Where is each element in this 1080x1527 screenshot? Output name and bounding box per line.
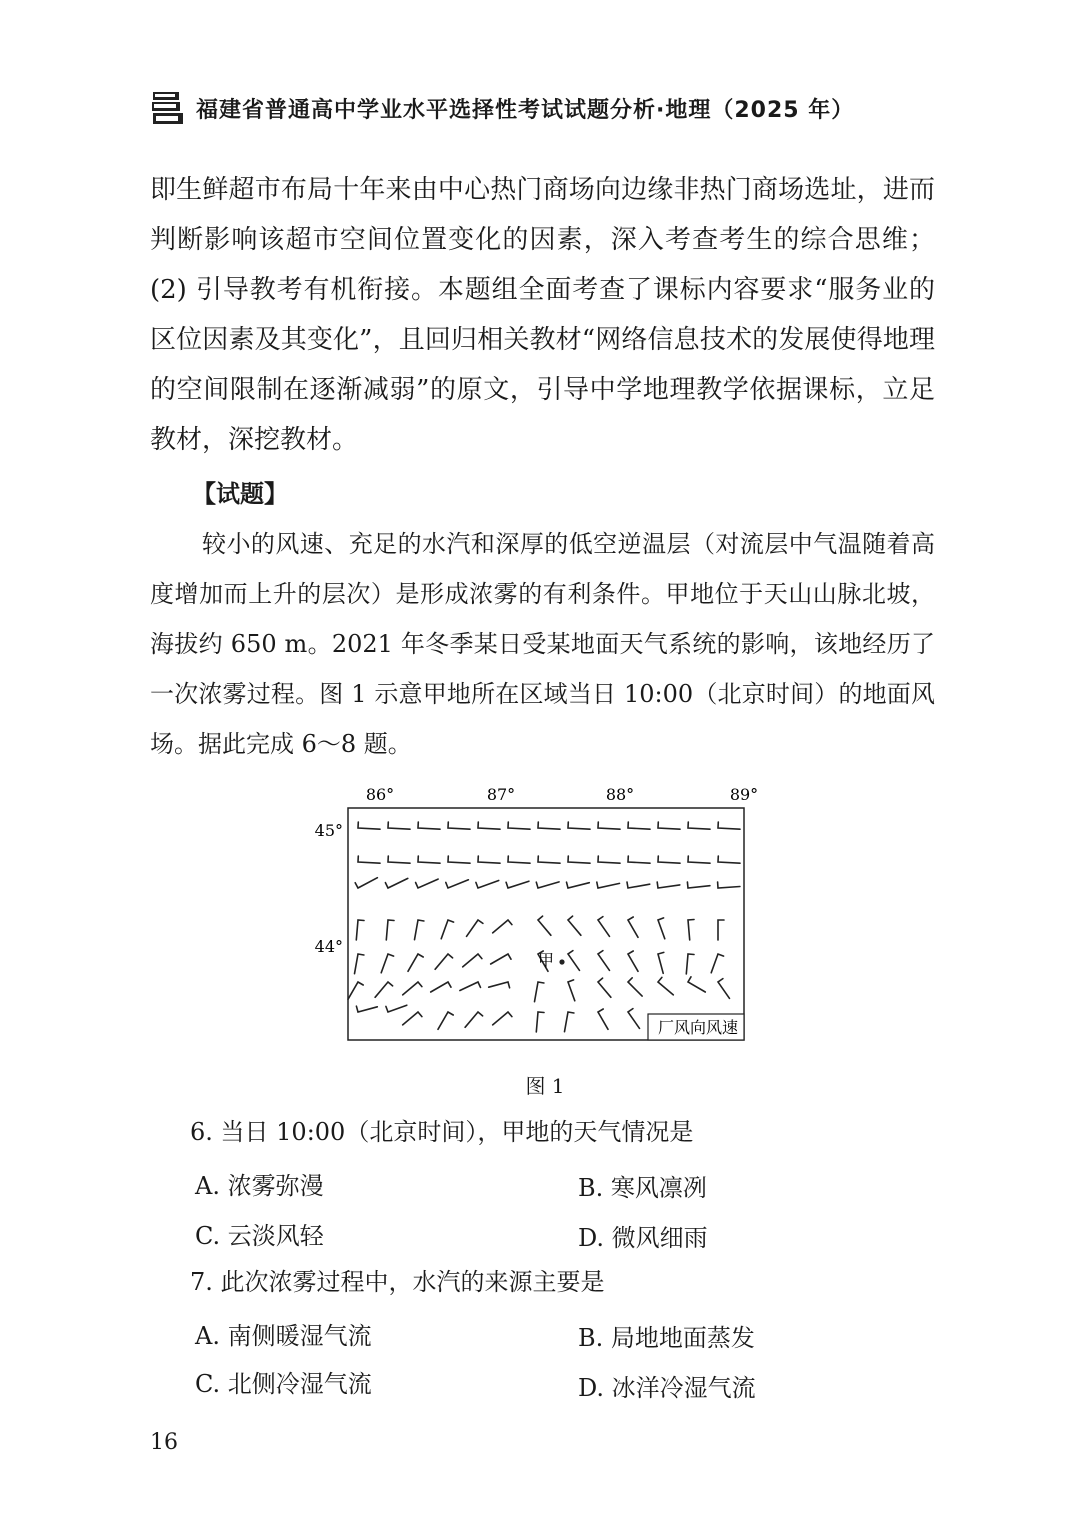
wind-barb-r5-2 (408, 954, 423, 971)
wind-barb-r1-1 (388, 822, 410, 829)
wind-barb-r3-8 (597, 882, 620, 888)
site-jia-label: 甲 (537, 951, 555, 970)
wind-barb-r5-11 (686, 954, 694, 974)
wind-barb-r4-4 (467, 920, 483, 936)
wind-barb-r2-12 (718, 856, 740, 863)
wind-barb-r4-2 (415, 920, 424, 940)
q7-option-d: D. 冰洋冷湿气流 (578, 1374, 756, 1402)
wind-barb-r1-0 (358, 822, 380, 829)
wind-barb-r3-0 (355, 878, 377, 888)
wind-barb-r5-0 (355, 954, 364, 974)
wind-barb-r1-9 (628, 822, 650, 829)
page-number: 16 (150, 1430, 178, 1455)
lon-label-86: 86° (365, 785, 395, 804)
wind-barb-r4-5 (493, 920, 512, 933)
q6-option-c: C. 云淡风轻 (195, 1222, 324, 1250)
wind-barb-r7-6 (536, 1012, 544, 1032)
wind-barb-r1-5 (508, 822, 530, 829)
wind-barbs (348, 822, 740, 1032)
wind-barb-r6-7 (568, 980, 575, 1001)
wind-barb-r3-10 (657, 882, 680, 888)
wind-barb-r7-8 (598, 1009, 608, 1029)
q6-option-d: D. 微风细雨 (578, 1224, 708, 1252)
wind-barb-r5-7 (568, 951, 580, 971)
wind-barb-r6-8 (598, 978, 611, 997)
wind-barb-r2-6 (538, 856, 560, 863)
wind-barb-r6-5 (489, 982, 510, 988)
wind-barb-r2-10 (658, 856, 680, 863)
wind-barb-r4-7 (568, 916, 581, 935)
wind-barb-r1-7 (568, 822, 590, 829)
wind-barb-r7-1 (386, 1005, 407, 1012)
wind-barb-r2-4 (478, 856, 500, 863)
wind-barb-r5-8 (598, 951, 610, 971)
wind-barb-r6-3 (431, 982, 451, 992)
wind-barb-r6-0 (348, 982, 363, 999)
wind-barb-r3-2 (416, 879, 439, 888)
wind-barb-r6-10 (658, 977, 673, 995)
lon-label-88: 88° (605, 785, 635, 804)
wind-barb-r5-10 (658, 952, 664, 973)
wind-barb-r6-1 (375, 982, 393, 997)
q6-option-b: B. 寒风凛冽 (578, 1174, 707, 1202)
wind-barb-r5-12 (711, 954, 723, 973)
q7-option-b: B. 局地地面蒸发 (578, 1324, 755, 1352)
wind-barb-r1-11 (688, 822, 710, 829)
lon-label-87: 87° (486, 785, 516, 804)
wind-barb-r2-5 (508, 856, 530, 863)
page-header (150, 88, 950, 128)
wind-barb-r7-7 (565, 1012, 574, 1032)
wind-barb-r3-7 (567, 882, 590, 888)
lat-label-45: 45° (314, 821, 343, 840)
wind-barb-r2-1 (388, 856, 410, 863)
wind-barb-r6-2 (403, 982, 422, 995)
q7-option-c: C. 北侧冷湿气流 (195, 1370, 372, 1398)
wind-barb-r2-8 (598, 856, 620, 863)
wind-barb-r5-9 (628, 951, 638, 971)
legend-symbol: 厂 (658, 1018, 675, 1037)
wind-barb-r4-12 (718, 920, 724, 940)
wind-barb-r7-3 (438, 1012, 453, 1029)
q7-option-a: A. 南侧暖湿气流 (195, 1322, 372, 1350)
wind-barb-r4-3 (441, 920, 453, 939)
intro-paragraph: 即生鲜超市布局十年来由中心热门商场向边缘非热门商场选址，进而判断影响该超市空间位置变化的因素，深入考查考生的综合思维；(2) 引导教考有机衔接。本题组全面考查了课标内容要求“服务业的区位因素及其变化”，且回归相关教材“网络信息技术的发展使得地理的空间限制在逐渐减弱”的原文，引导中学地理教学依据课标，立足教材，深挖教材。 (150, 175, 935, 455)
wind-barb-r4-6 (538, 916, 551, 935)
wind-barb-r3-12 (718, 882, 740, 888)
wind-barb-r4-8 (598, 917, 610, 937)
wind-barb-r1-10 (658, 822, 680, 829)
site-jia-dot (559, 959, 564, 964)
wind-barb-r4-11 (688, 920, 694, 940)
question-6-stem: 6. 当日 10:00（北京时间），甲地的天气情况是 (190, 1118, 694, 1146)
wind-barb-r3-3 (446, 880, 469, 888)
wind-barb-r3-4 (476, 881, 499, 889)
wind-barb-r6-6 (535, 982, 544, 1002)
wind-field-figure (300, 780, 780, 1050)
wind-barb-r3-1 (385, 878, 407, 888)
wind-barb-r4-0 (356, 920, 364, 940)
wind-barb-r2-0 (358, 856, 380, 863)
wind-barb-r4-1 (386, 920, 394, 940)
wind-barb-r6-9 (628, 978, 642, 996)
wind-barb-r1-12 (718, 822, 740, 829)
wind-barb-r6-4 (460, 982, 481, 991)
wind-barb-r7-5 (493, 1012, 512, 1025)
figure-caption: 图 1 (525, 1074, 565, 1098)
lat-label-44: 44° (314, 937, 343, 956)
wind-barb-r1-4 (478, 822, 500, 829)
wind-barb-r5-5 (491, 954, 511, 964)
wind-barb-r2-9 (628, 856, 650, 863)
wind-barb-r2-3 (448, 856, 470, 863)
wind-barb-r7-0 (356, 1006, 377, 1012)
wind-barb-r1-2 (418, 822, 440, 829)
wind-barb-r7-2 (403, 1012, 422, 1025)
lon-label-89: 89° (729, 785, 759, 804)
wind-barb-r1-6 (538, 822, 560, 829)
question-7-stem: 7. 此次浓雾过程中，水汽的来源主要是 (190, 1268, 605, 1296)
wind-barb-r3-5 (506, 881, 529, 888)
header-title: 福建省普通高中学业水平选择性考试试题分析·地理（2025 年） (196, 97, 855, 123)
wind-field-map (300, 780, 780, 1050)
wind-barb-r4-9 (628, 917, 638, 937)
wind-barb-r5-3 (435, 954, 453, 969)
wind-barb-r3-11 (687, 882, 710, 888)
q6-option-a: A. 浓雾弥漫 (195, 1172, 324, 1200)
book-stack-icon (150, 88, 186, 128)
wind-barb-r2-2 (418, 856, 440, 863)
wind-barb-r7-4 (465, 1012, 483, 1027)
question-intro-paragraph: 较小的风速、充足的水汽和深厚的低空逆温层（对流层中气温随着高度增加而上升的层次）是形成浓雾的有利条件。甲地位于天山山脉北坡，海拔约 650 m。2021 年冬季某日受某地面天气系统的影响，该地经历了一次浓雾过程。图 1 示意甲地所在区域当日 10:00（北京时间）的地面风场。据此完成 6～8 题。 (150, 530, 935, 758)
wind-barb-r2-7 (568, 856, 590, 863)
wind-barb-r1-8 (598, 822, 620, 829)
wind-barb-r4-10 (658, 918, 665, 939)
wind-barb-r1-3 (448, 822, 470, 829)
legend-text: 风向风速 (674, 1018, 739, 1037)
wind-barb-r3-6 (536, 882, 559, 888)
wind-barb-r5-1 (381, 954, 393, 973)
wind-barb-r7-9 (628, 1009, 640, 1029)
wind-barb-r5-4 (463, 954, 482, 967)
wind-barb-r6-12 (718, 979, 730, 999)
wind-barb-r3-9 (627, 882, 650, 888)
wind-barb-r6-11 (688, 977, 705, 992)
wind-barb-r2-11 (688, 856, 710, 863)
section-label: 【试题】 (192, 480, 288, 508)
